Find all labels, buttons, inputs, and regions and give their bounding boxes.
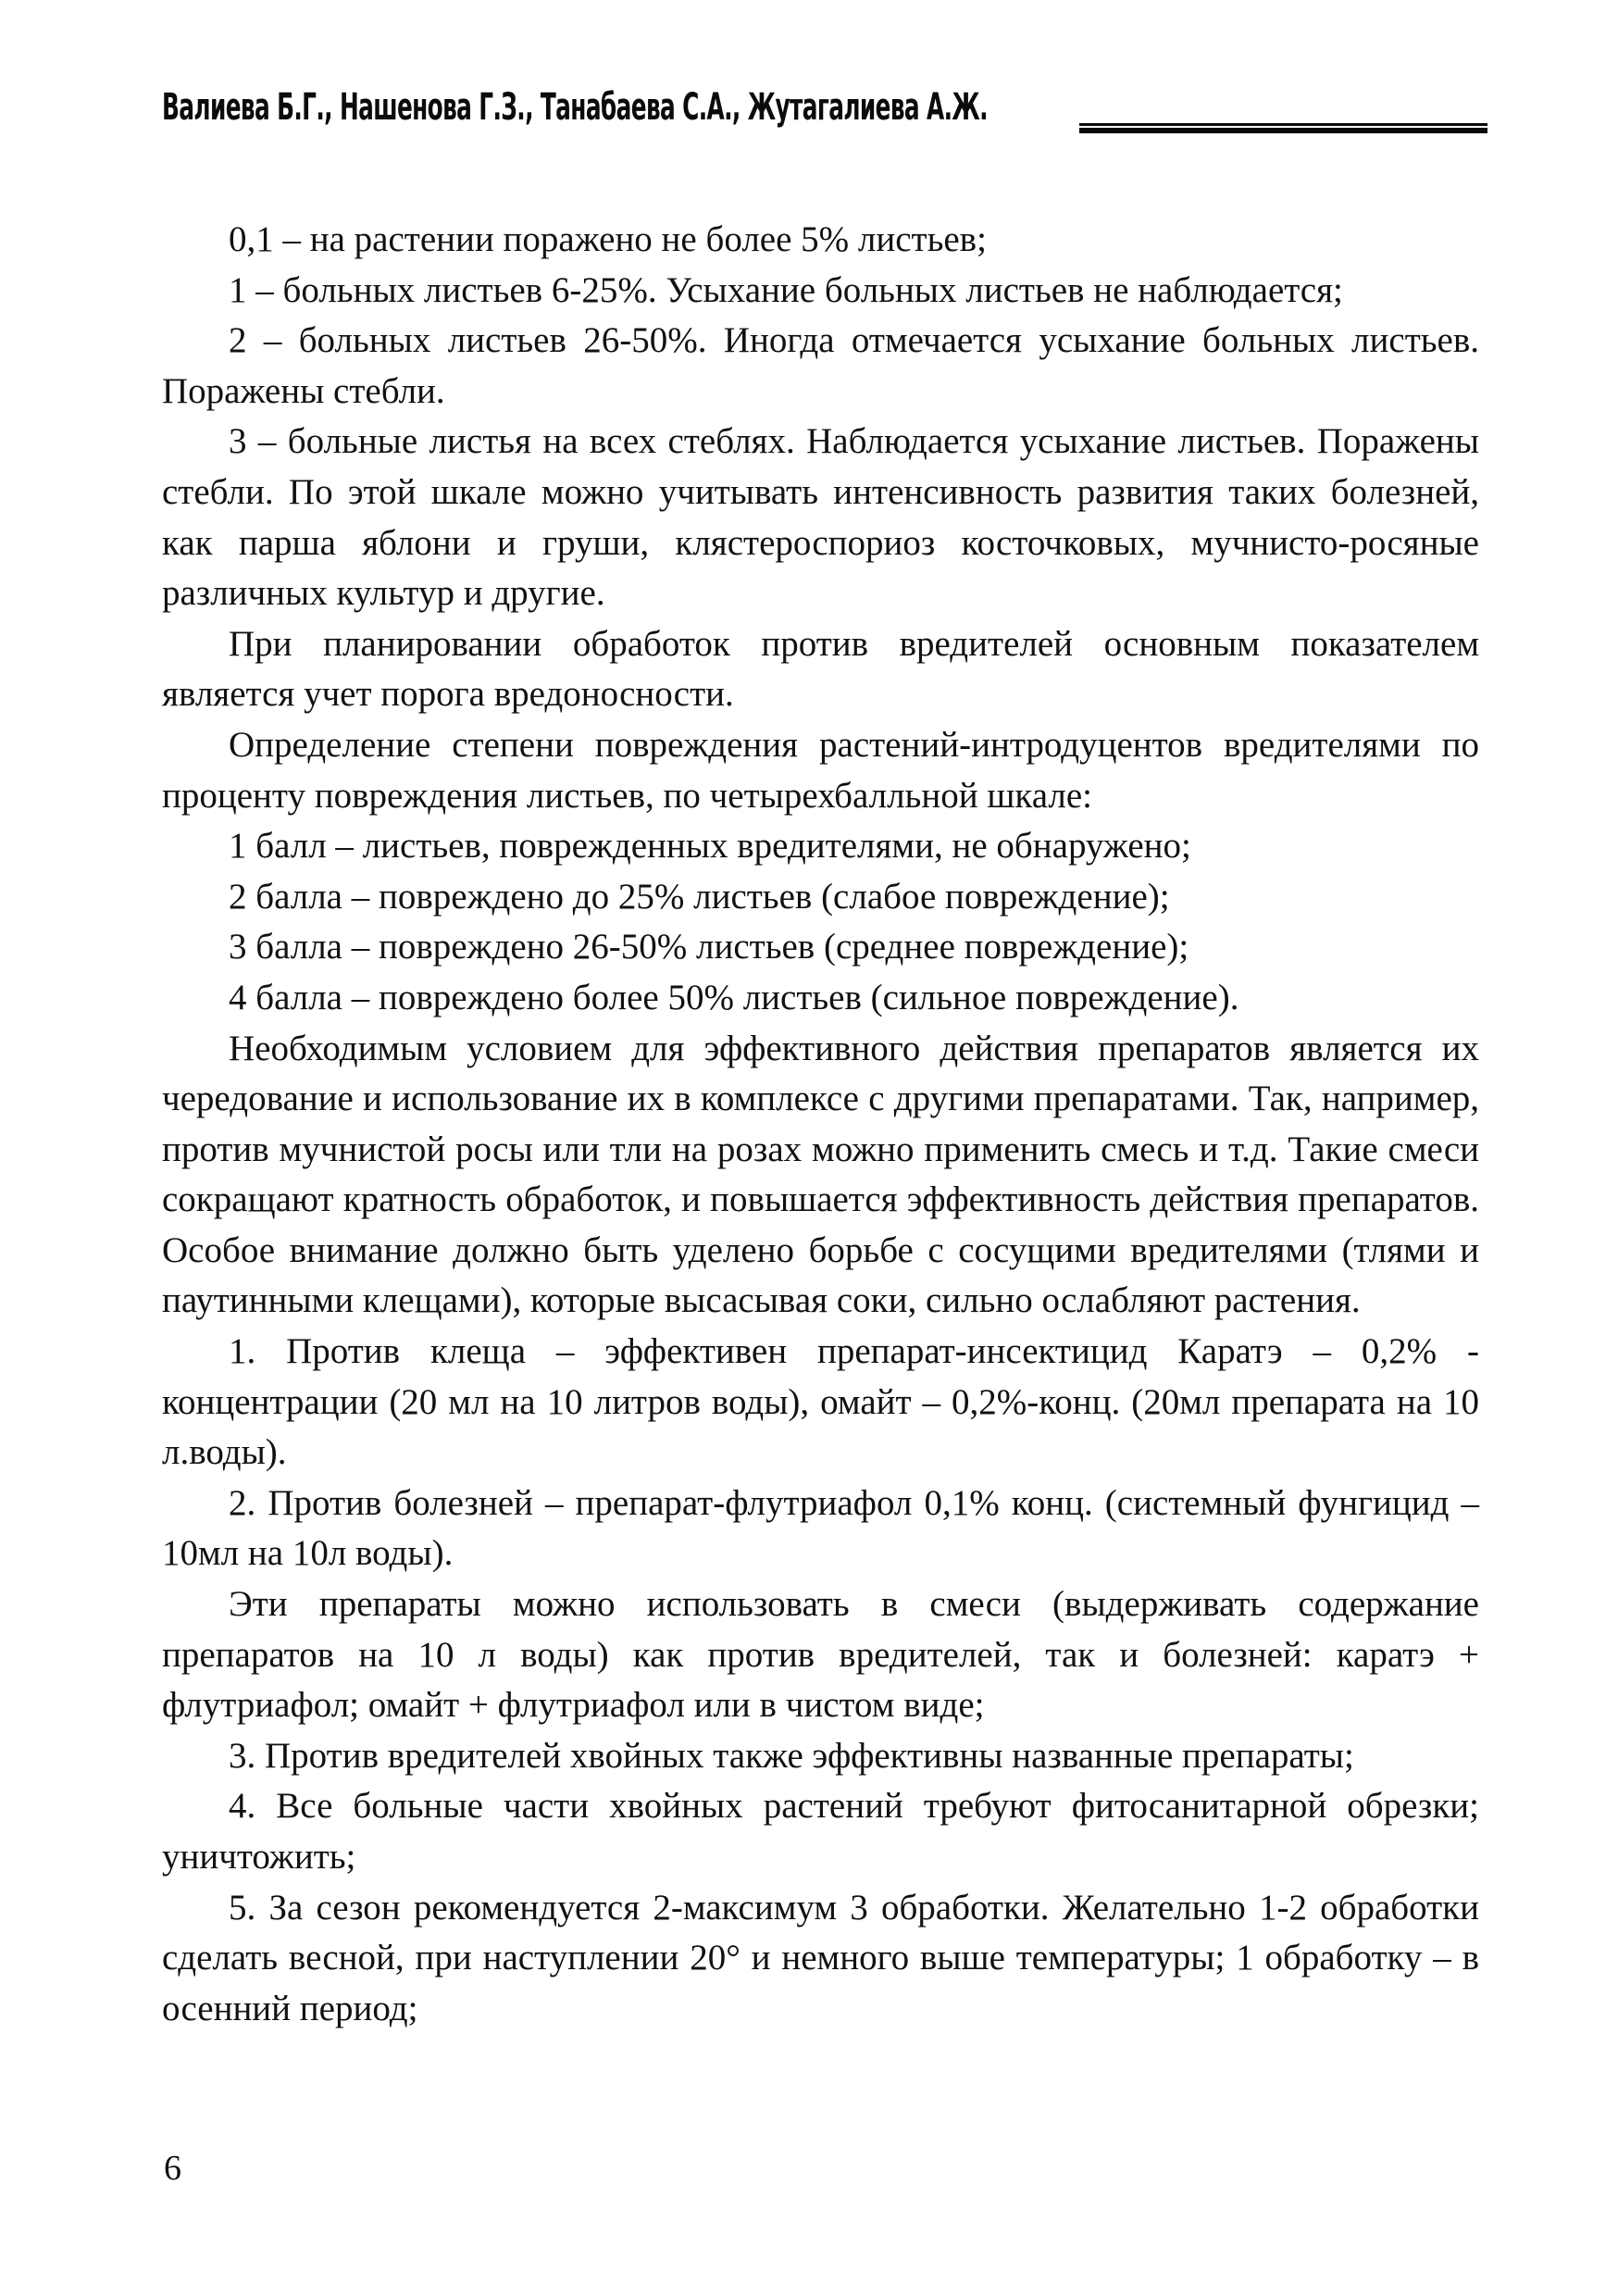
page-number: 6 bbox=[164, 2149, 181, 2188]
header-double-rule bbox=[1079, 123, 1487, 136]
paragraph-damage-score-2: 2 балла – повреждено до 25% листьев (слабое повреждение); bbox=[229, 876, 1170, 917]
paragraph-item-2-diseases: 2. Против болезней – препарат-флутриафол 0,1% конц. (системный фунгицид – 10мл на 10л воды). bbox=[162, 1482, 1479, 1574]
paragraph-scale-0-1: 0,1 – на растении поражено не более 5% листьев; bbox=[229, 219, 987, 259]
paragraph-damage-score-1: 1 балл – листьев, поврежденных вредителями, не обнаружено; bbox=[229, 826, 1191, 867]
paragraph-damage-scale-intro: Определение степени повреждения растений-интродуцентов вредителями по проценту повреждения листьев, по четырехбалльной шкале: bbox=[162, 724, 1479, 816]
running-head-authors: Валиева Б.Г., Нашенова Г.З., Танабаева С.А., Жутагалиева А.Ж. bbox=[162, 86, 988, 129]
paragraph-damage-score-4: 4 балла – повреждено более 50% листьев (сильное повреждение). bbox=[229, 977, 1239, 1017]
paragraph-scale-1: 1 – больных листьев 6-25%. Усыхание больных листьев не наблюдается; bbox=[229, 269, 1343, 310]
body-text bbox=[162, 215, 1479, 2034]
paragraph-mixtures: Эти препараты можно использовать в смеси (выдерживать содержание препаратов на 10 л воды) как против вредителей, так и болезней: каратэ + флутриафол; омайт + флутриафол или в чистом виде; bbox=[162, 1584, 1479, 1726]
header-rule-thick-line bbox=[1079, 128, 1487, 133]
paragraph-item-3-conifer-pests: 3. Против вредителей хвойных также эффективны названные препараты; bbox=[229, 1735, 1354, 1776]
paragraph-item-5-season: 5. За сезон рекомендуется 2-максимум 3 обработки. Желательно 1-2 обработки сделать весной, при наступлении 20° и немного выше температуры; 1 обработку – в осенний период; bbox=[162, 1887, 1479, 2028]
paragraph-item-4-pruning: 4. Все больные части хвойных растений требуют фитосанитарной обрезки; уничтожить; bbox=[162, 1786, 1479, 1877]
header-rule-thin-line bbox=[1079, 123, 1487, 126]
paragraph-preparation-rotation: Необходимым условием для эффективного действия препаратов является их чередование и использование их в комплексе с другими препаратами. Так, например, против мучнистой росы или тли на розах можно применить смесь и т.д. Такие смеси сокращают кратность обработок, и повышается эффективность действия препаратов. Особое внимание должно быть уделено борьбе с сосущими вредителями (тлями и паутинными клещами), которые высасывая соки, сильно ослабляют растения. bbox=[162, 1028, 1479, 1321]
paragraph-item-1-mites: 1. Против клеща – эффективен препарат-инсектицид Каратэ – 0,2% - концентрации (20 мл на 10 литров воды), омайт – 0,2%-конц. (20мл препарата на 10 л.воды). bbox=[162, 1331, 1479, 1473]
paragraph-scale-2: 2 – больных листьев 26-50%. Иногда отмечается усыхание больных листьев. Поражены стебли. bbox=[162, 320, 1479, 411]
paragraph-pest-threshold: При планировании обработок против вредителей основным показателем является учет порога вредоносности. bbox=[162, 623, 1479, 715]
paragraph-damage-score-3: 3 балла – повреждено 26-50% листьев (среднее повреждение); bbox=[229, 927, 1189, 967]
paragraph-scale-3: 3 – больные листья на всех стеблях. Наблюдается усыхание листьев. Поражены стебли. По этой шкале можно учитывать интенсивность развития таких болезней, как парша яблони и груши, клястероспориоз косточковых, мучнисто-росяные различных культур и другие. bbox=[162, 421, 1479, 614]
